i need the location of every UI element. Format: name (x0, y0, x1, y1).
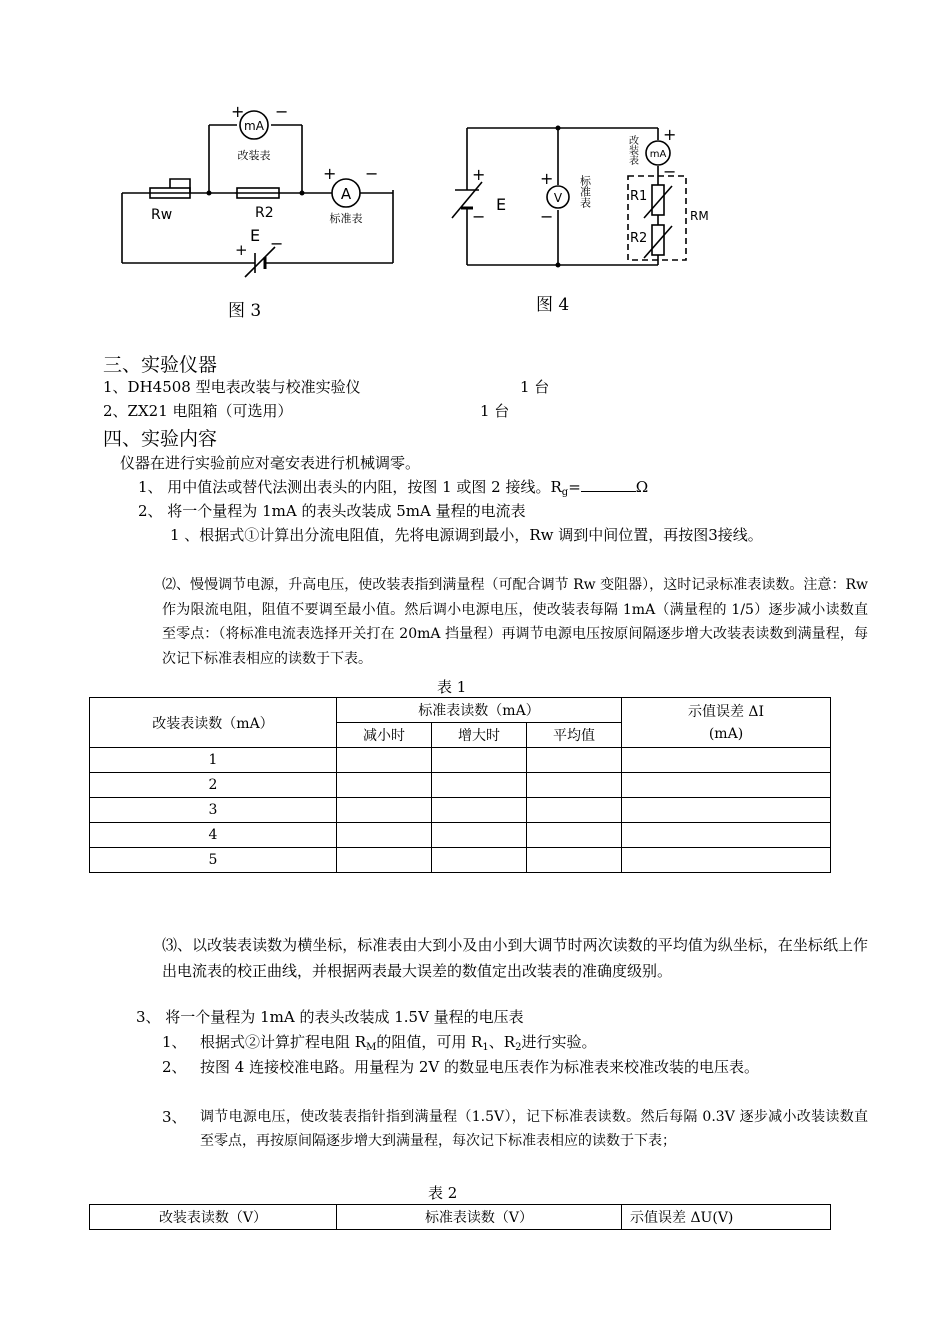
fig3-plus-ma: + (231, 102, 245, 121)
table-1-sub-avg: 平均值 (527, 723, 622, 748)
step-3-1-sub-m: M (366, 1042, 377, 1053)
table-cell[interactable] (337, 848, 432, 873)
fig3-minus-ma: − (275, 102, 289, 121)
table-1-title: 表 1 (437, 678, 467, 696)
step-3-1-sub-2: 2 (515, 1042, 522, 1053)
section-4-heading: 四、实验内容 (103, 428, 218, 450)
step-2-1: 1 、根据式①计算出分流电阻值，先将电源调到最小，Rw 调到中间位置，再按图3接线。 (170, 526, 763, 544)
step-3-1-text-d: 进行实验。 (521, 1033, 597, 1051)
step-3-3-num: 3、 (162, 1108, 187, 1126)
figure-3-circuit (95, 95, 405, 285)
step-1-unit: Ω (635, 478, 649, 496)
table-cell[interactable] (622, 748, 831, 773)
step-1-blank: = (568, 478, 581, 496)
fig4-meter-ma: mA (649, 149, 667, 160)
step-3-2-num: 2、 (162, 1058, 187, 1076)
table-cell[interactable] (432, 848, 527, 873)
table-row (90, 773, 831, 798)
fig3-label-modified: 改装表 (237, 149, 271, 162)
fig3-meter-ma: mA (244, 119, 264, 133)
fig3-meter-a: A (340, 185, 352, 203)
table-1-row-1-label: 1 (90, 748, 337, 773)
fig4-label-r1: R1 (630, 189, 648, 204)
fig4-minus-ma: − (663, 162, 677, 181)
step-2-3: ⑶、以改装表读数为横坐标，标准表由大到小及由小到大调节时两次读数的平均值为纵坐标，在坐标纸上作出电流表的校正曲线，并根据两表最大误差的数值定出改装表的准确度级别。 (162, 936, 868, 980)
figure-4-caption: 图 4 (536, 295, 570, 315)
table-2-header-error: 示值误差 ΔU(V) (622, 1205, 831, 1230)
table-row (90, 848, 831, 873)
step-3-1-text-c: 、R (488, 1033, 516, 1051)
table-2-title: 表 2 (428, 1184, 458, 1202)
table-1-header-modified: 改装表读数（mA） (90, 698, 337, 748)
table-cell[interactable] (527, 823, 622, 848)
table-cell[interactable] (432, 773, 527, 798)
step-1-blank-line[interactable] (581, 477, 636, 492)
fig4-plus-ma: + (663, 125, 677, 144)
figure-3-caption: 图 3 (228, 301, 262, 321)
table-1-sub-dec: 减小时 (337, 723, 432, 748)
table-2-header-modified: 改装表读数（V） (90, 1205, 337, 1230)
table-cell[interactable] (527, 848, 622, 873)
fig3-label-standard: 标准表 (329, 212, 363, 225)
fig4-label-standard: 标准表 (578, 175, 592, 208)
table-1-row-3-label: 3 (90, 798, 337, 823)
table-1-header-error (622, 698, 831, 748)
equipment-item-1: 1、DH4508 型电表改装与校准实验仪 (103, 378, 361, 396)
table-cell[interactable] (432, 823, 527, 848)
table-1-sub-inc: 增大时 (432, 723, 527, 748)
step-3-1-text-b: 的阻值，可用 R (376, 1033, 483, 1051)
table-row (90, 798, 831, 823)
step-1-text: 1、 用中值法或替代法测出表头的内阻，按图 1 或图 2 接线。R (138, 478, 562, 496)
table-1-row-4-label: 4 (90, 823, 337, 848)
table-cell[interactable] (432, 798, 527, 823)
table-cell[interactable] (432, 748, 527, 773)
step-1-sub: g (561, 487, 569, 498)
equipment-item-2: 2、ZX21 电阻箱（可选用） (103, 402, 293, 420)
table-1-header-error-line2: (mA) (708, 725, 744, 742)
table-row (90, 823, 831, 848)
step-3-1-text-a: 根据式②计算扩程电阻 R (200, 1033, 367, 1051)
fig4-label-r2: R2 (630, 231, 648, 246)
table-1-row-2-label: 2 (90, 773, 337, 798)
fig4-plus-v: + (540, 169, 554, 188)
table-cell[interactable] (337, 798, 432, 823)
step-3-1-sub-1: 1 (482, 1042, 489, 1053)
equipment-item-1-qty: 1 台 (520, 378, 550, 396)
intro-text: 仪器在进行实验前应对毫安表进行机械调零。 (120, 454, 421, 472)
table-cell[interactable] (337, 823, 432, 848)
figure-4 (440, 100, 750, 280)
table-cell[interactable] (622, 823, 831, 848)
table-cell[interactable] (337, 748, 432, 773)
step-3-1 (200, 1030, 596, 1054)
fig3-label-r2: R2 (255, 205, 274, 221)
fig4-label-rm: RM (690, 209, 709, 223)
table-1-row-5-label: 5 (90, 848, 337, 873)
table-row (90, 748, 831, 773)
fig3-plus-e: + (235, 241, 248, 259)
fig3-plus-a: + (323, 164, 337, 183)
table-1-header-standard: 标准表读数（mA） (337, 698, 622, 723)
fig4-minus-v: − (540, 207, 554, 226)
fig3-minus-e: − (270, 234, 284, 253)
fig4-minus-e: − (472, 207, 486, 226)
step-3-2: 按图 4 连接校准电路。用量程为 2V 的数显电压表作为标准表来校准改装的电压表。 (200, 1058, 759, 1076)
equipment-item-2-qty: 1 台 (480, 402, 510, 420)
step-1 (138, 475, 648, 499)
step-2: 2、 将一个量程为 1mA 的表头改装成 5mA 量程的电流表 (138, 502, 526, 520)
fig4-plus-e: + (472, 165, 486, 184)
fig3-label-rw: Rw (151, 207, 173, 223)
step-3: 3、 将一个量程为 1mA 的表头改装成 1.5V 量程的电压表 (136, 1008, 524, 1026)
fig4-label-e: E (496, 195, 507, 214)
table-cell[interactable] (622, 773, 831, 798)
figure-3 (95, 95, 405, 285)
figure-4-circuit (440, 100, 750, 280)
table-cell[interactable] (527, 748, 622, 773)
step-3-3: 调节电源电压，使改装表指针指到满量程（1.5V），记下标准表读数。然后每隔 0.3V 逐步减小改装读数直至零点，再按原间隔逐步增大到满量程，每次记下标准表相应的读数于下表； (200, 1109, 868, 1149)
table-cell[interactable] (337, 773, 432, 798)
table-cell[interactable] (622, 798, 831, 823)
table-1 (89, 697, 831, 873)
fig4-label-modified: 改装表 (626, 135, 638, 165)
table-2 (89, 1204, 831, 1230)
table-2-header-standard: 标准表读数（V） (337, 1205, 622, 1230)
fig3-minus-a: − (365, 164, 379, 183)
table-1-header-error-line1: 示值误差 ΔI (687, 703, 765, 720)
table-cell[interactable] (622, 848, 831, 873)
table-cell[interactable] (527, 798, 622, 823)
fig4-meter-v: V (553, 191, 563, 205)
fig3-label-e: E (250, 226, 261, 245)
section-3-heading: 三、实验仪器 (103, 354, 218, 376)
step-3-1-num: 1、 (162, 1033, 187, 1051)
step-2-2: ⑵、慢慢调节电源，升高电压，使改装表指到满量程（可配合调节 Rw 变阻器），这时记录标准表读数。注意：Rw 作为限流电阻，阻值不要调至最小值。然后调小电源电压，使改装表每隔 1mA（满量程的 1/5）逐步减小读数直至零点：（将标准电流表选择开关打在 20mA 挡量程）再调节电源电压按原间隔逐步增大改装表读数到满量程，每次记下标准表相应的读数于下表。 (162, 577, 868, 667)
table-cell[interactable] (527, 773, 622, 798)
